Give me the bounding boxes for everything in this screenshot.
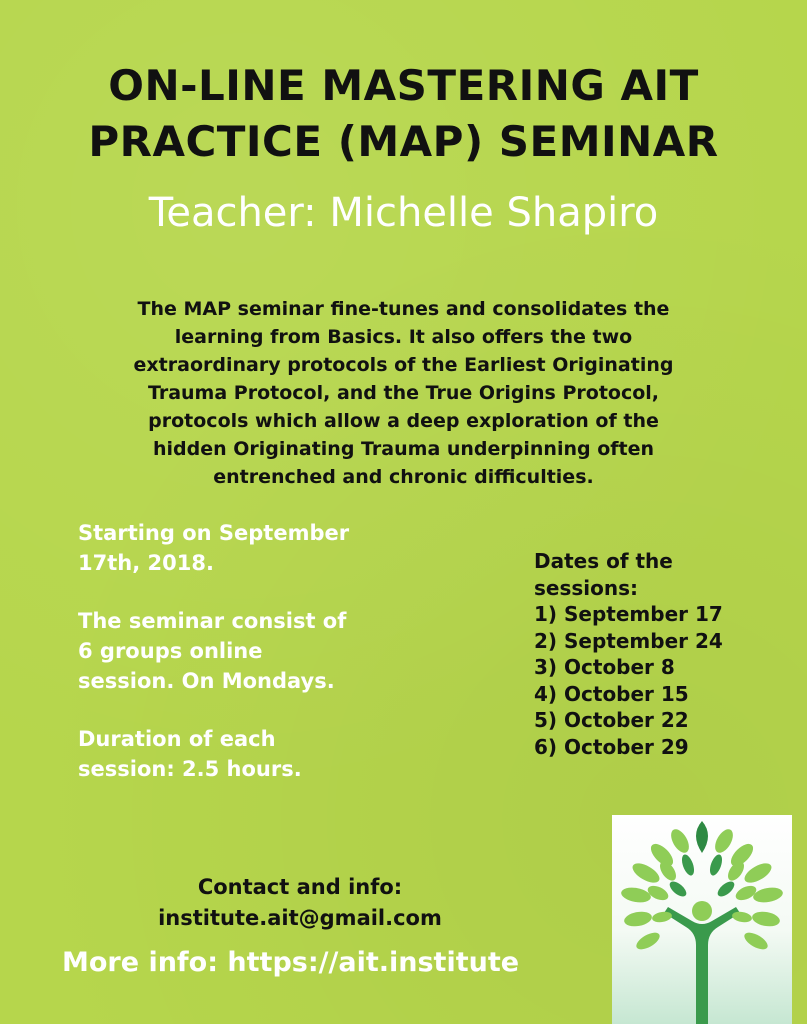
- session-dates-heading: Dates of the sessions:: [534, 549, 673, 600]
- session-dates-list: [534, 601, 794, 760]
- duration-text: Duration of each session: 2.5 hours.: [78, 727, 302, 781]
- title-line-1: ON-LINE MASTERING AIT: [108, 61, 699, 110]
- description-line: hidden Originating Trauma underpinning often: [152, 438, 655, 460]
- session-dates: [534, 548, 794, 760]
- list-item: 4) October 15: [534, 681, 689, 706]
- list-item: 6) October 29: [534, 734, 689, 759]
- list-item: 5) October 22: [534, 708, 689, 732]
- description-line: learning from Basics. It also offers the two: [174, 326, 633, 348]
- tree-person-icon: [612, 815, 792, 1024]
- list-item: 2) September 24: [534, 628, 723, 653]
- seminar-description: [90, 295, 717, 491]
- title-line-2: PRACTICE (MAP) SEMINAR: [88, 117, 719, 166]
- contact-info: [100, 872, 500, 934]
- description-line: protocols which allow a deep exploration of the: [148, 410, 659, 432]
- contact-email[interactable]: institute.ait@gmail.com: [158, 906, 442, 930]
- list-item: 3) October 8: [534, 655, 675, 679]
- list-item: 1) September 17: [534, 602, 723, 626]
- schedule-info: [78, 518, 398, 812]
- description-line: entrenched and chronic difficulties.: [213, 466, 594, 488]
- description-line: Trauma Protocol, and the True Origins Protocol,: [147, 382, 660, 404]
- page-title: [0, 58, 807, 170]
- description-line: extraordinary protocols of the Earliest Originating: [133, 354, 674, 376]
- logo: [612, 815, 792, 1024]
- start-date-text: Starting on September 17th, 2018.: [78, 521, 350, 575]
- format-text: The seminar consist of 6 groups online session. On Mondays.: [78, 609, 347, 693]
- description-line: The MAP seminar fine-tunes and consolidates the: [137, 298, 670, 320]
- more-info-link[interactable]: More info: https://ait.institute: [62, 947, 520, 978]
- contact-label: Contact and info:: [197, 875, 403, 899]
- teacher-name: Teacher: Michelle Shapiro: [148, 190, 659, 236]
